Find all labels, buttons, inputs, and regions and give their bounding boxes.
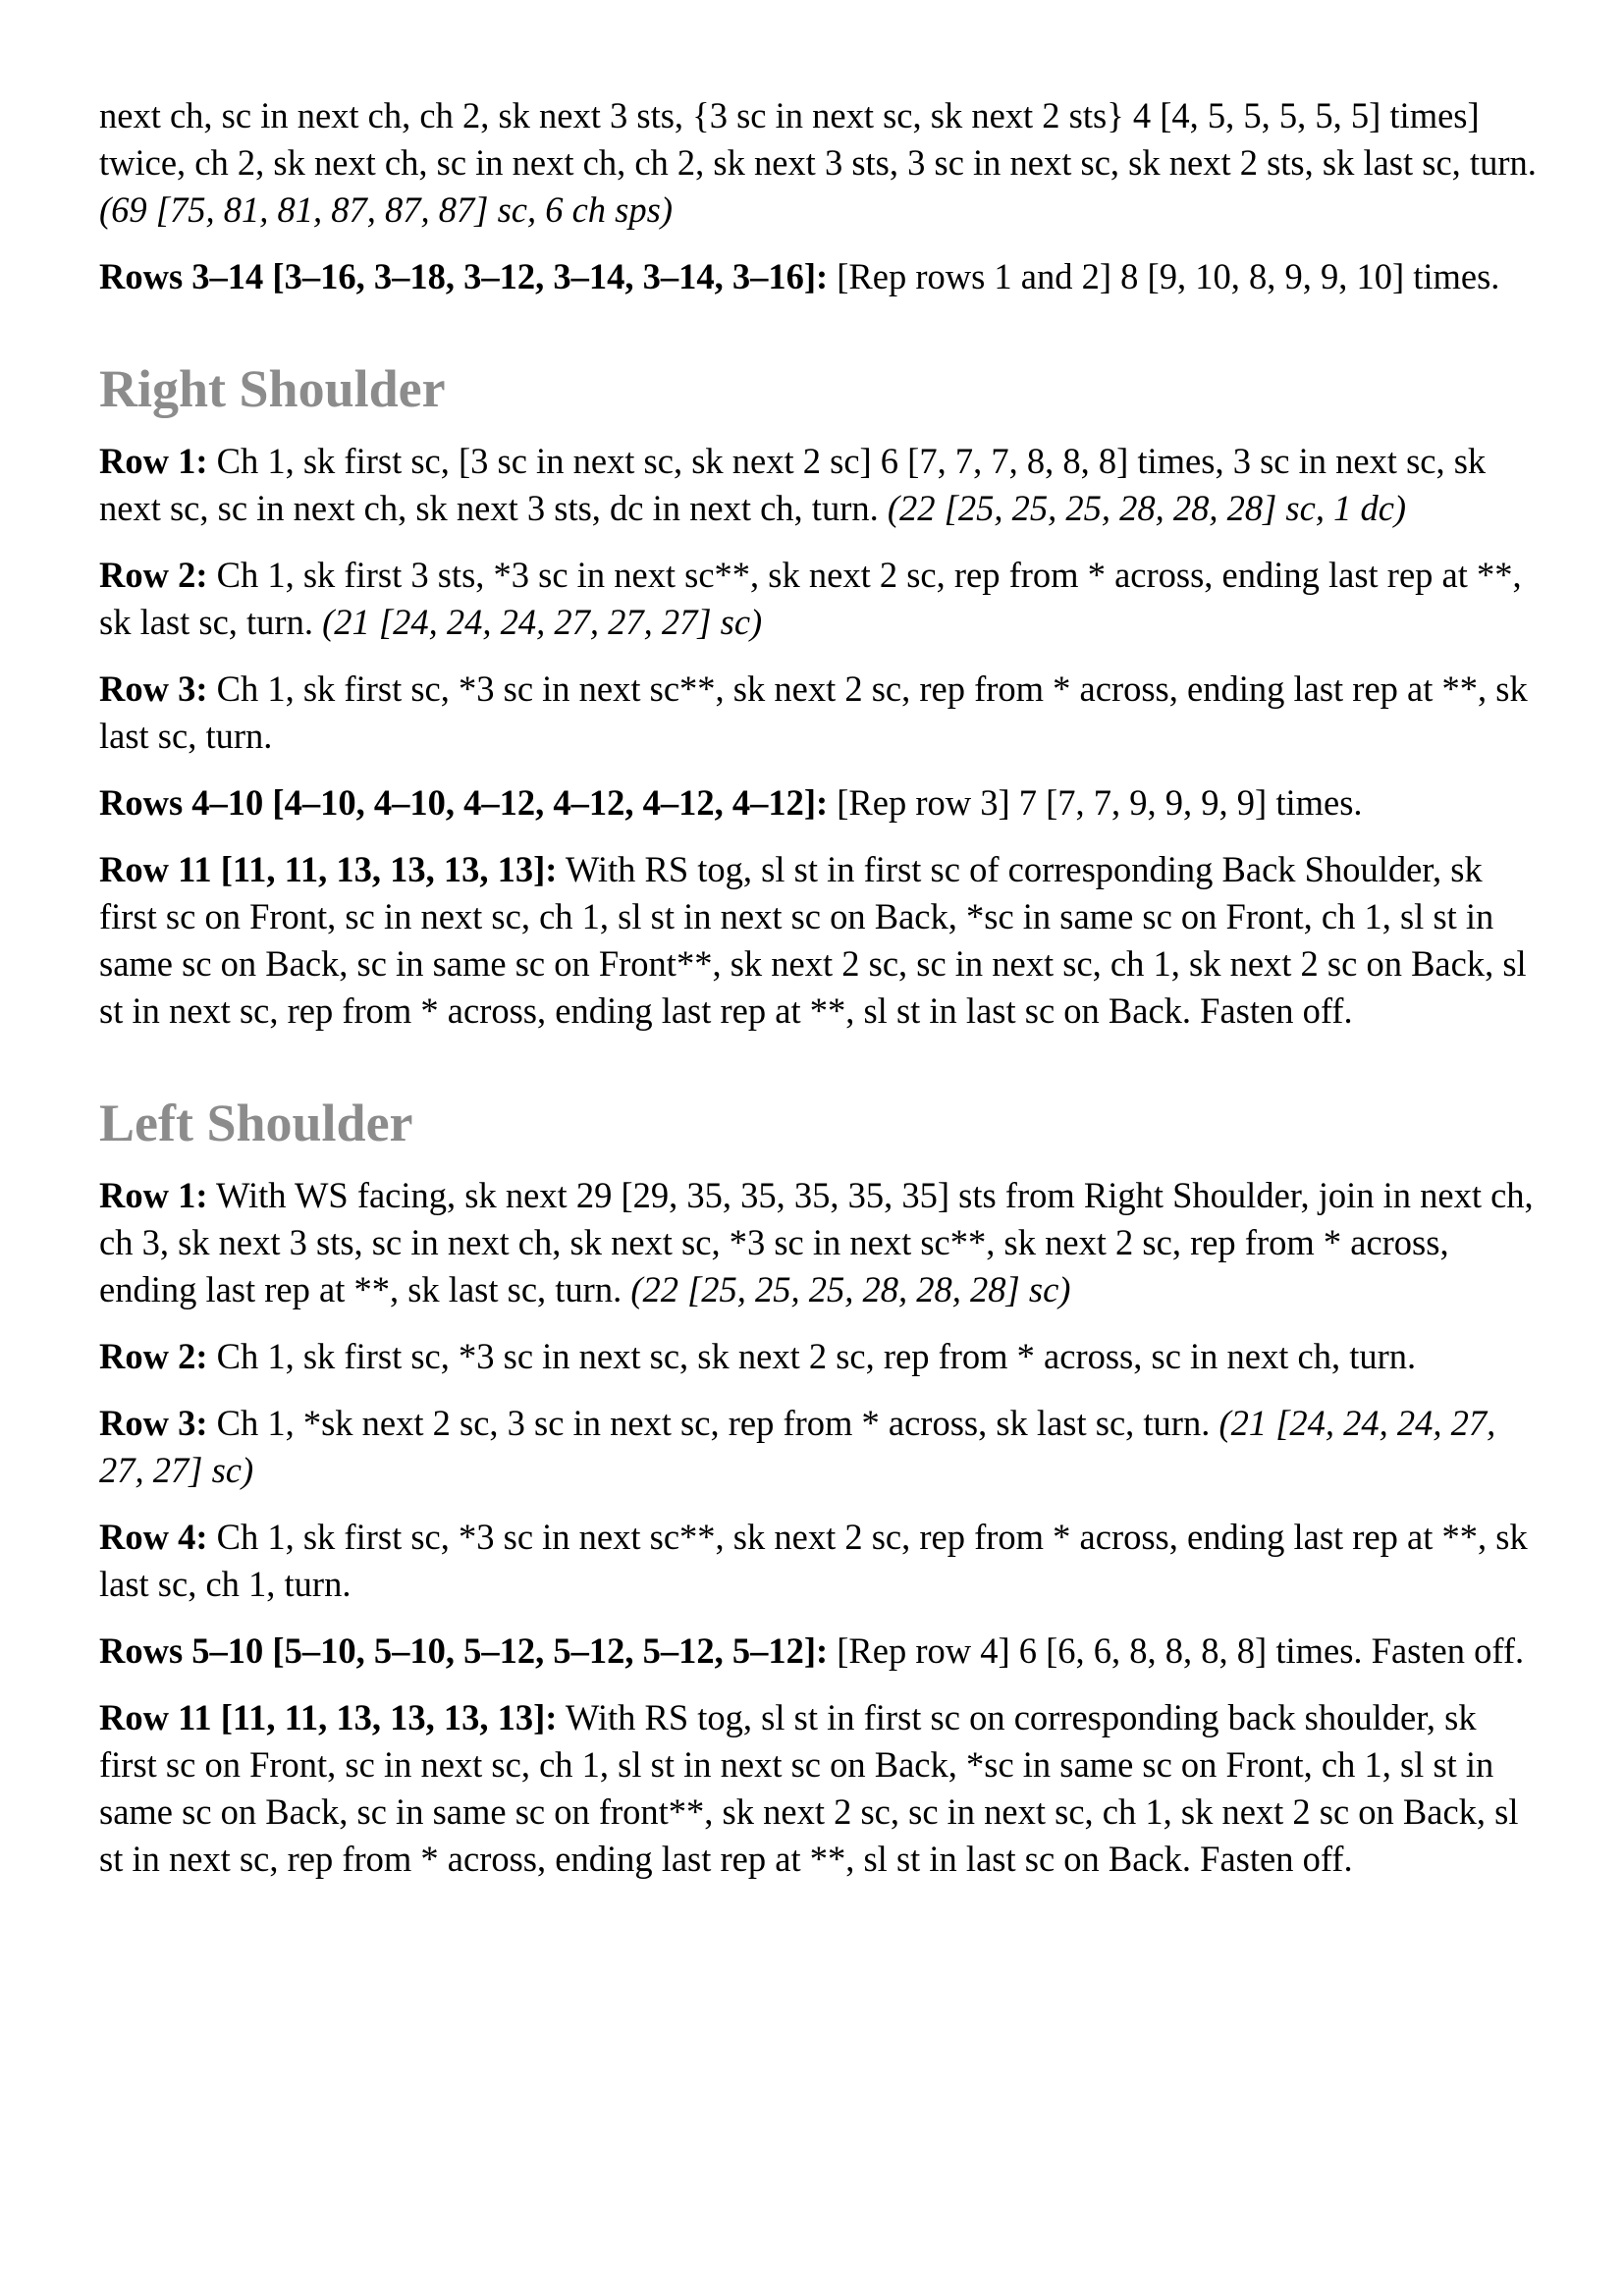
rows-3-14-paragraph <box>99 253 1543 300</box>
row-label: Row 4: <box>99 1517 208 1557</box>
instruction-text: Ch 1, *sk next 2 sc, 3 sc in next sc, rep from * across, sk last sc, turn. <box>207 1403 1219 1443</box>
instruction-text: Ch 1, sk first sc, *3 sc in next sc**, sk next 2 sc, rep from * across, ending last rep at **, sk last sc, ch 1, turn. <box>99 1517 1528 1604</box>
right-shoulder-row-1 <box>99 438 1543 532</box>
instruction-text: Ch 1, sk first sc, [3 sc in next sc, sk next 2 sc] 6 [7, 7, 7, 8, 8, 8] times, 3 sc in next sc, sk next sc, sc in next ch, sk next 3 sts, dc in next ch, turn. <box>99 441 1487 528</box>
stitch-count-note: (69 [75, 81, 81, 87, 87, 87] sc, 6 ch sps) <box>99 189 673 230</box>
row-label: Row 2: <box>99 555 208 595</box>
right-shoulder-heading: Right Shoulder <box>99 359 446 418</box>
row-label: Row 11 [11, 11, 13, 13, 13, 13]: <box>99 1697 558 1737</box>
right-shoulder-rows-4-10 <box>99 779 1543 827</box>
row-label: Row 3: <box>99 1403 208 1443</box>
instruction-text: Ch 1, sk first sc, *3 sc in next sc**, sk next 2 sc, rep from * across, ending last rep at **, sk last sc, turn. <box>99 668 1528 756</box>
stitch-count-note: (21 [24, 24, 24, 27, 27, 27] sc) <box>99 1403 1496 1490</box>
spacer <box>99 1054 1543 1092</box>
row-label: Row 1: <box>99 1175 208 1215</box>
row-label: Rows 5–10 [5–10, 5–10, 5–12, 5–12, 5–12, 5–12]: <box>99 1630 829 1671</box>
instruction-text: With WS facing, sk next 29 [29, 35, 35, 35, 35, 35] sts from Right Shoulder, join in next ch, ch 3, sk next 3 sts, sc in next ch, sk next sc, *3 sc in next sc**, sk next 2 sc, rep from * across, ending last rep at **, sk last sc, turn. <box>99 1175 1534 1309</box>
row-label: Row 3: <box>99 668 208 709</box>
instruction-text: With RS tog, sl st in first sc of corresponding Back Shoulder, sk first sc on Front, sc in next sc, ch 1, sl st in next sc on Back, *sc in same sc on Front, ch 1, sl st in same sc on Back, sc in same sc on Front**, sk next 2 sc, sc in next sc, ch 1, sk next 2 sc on Back, sl st in next sc, rep from * across, ending last rep at **, sl st in last sc on Back. Fasten off. <box>99 849 1527 1031</box>
intro-paragraph-continued <box>99 92 1543 234</box>
stitch-count-note: (22 [25, 25, 25, 28, 28, 28] sc, 1 dc) <box>887 488 1407 528</box>
row-label: Rows 3–14 [3–16, 3–18, 3–12, 3–14, 3–14, 3–16]: <box>99 256 829 296</box>
instruction-text: With RS tog, sl st in first sc on corresponding back shoulder, sk first sc on Front, sc in next sc, ch 1, sl st in next sc on Back, *sc in same sc on Front, ch 1, sl st in same sc on Back, sc in same sc on front**, sk next 2 sc, sc in next sc, ch 1, sk next 2 sc on Back, sl st in next sc, rep from * across, ending last rep at **, sl st in last sc on Back. Fasten off. <box>99 1697 1519 1879</box>
left-shoulder-row-1 <box>99 1172 1543 1313</box>
row-label: Row 2: <box>99 1336 208 1376</box>
right-shoulder-row-2 <box>99 552 1543 646</box>
left-shoulder-rows-5-10 <box>99 1628 1543 1675</box>
instruction-text: Ch 1, sk first sc, *3 sc in next sc, sk next 2 sc, rep from * across, sc in next ch, turn. <box>207 1336 1417 1376</box>
spacer <box>99 320 1543 357</box>
instruction-text: [Rep row 4] 6 [6, 6, 8, 8, 8, 8] times. Fasten off. <box>828 1630 1525 1671</box>
left-shoulder-heading: Left Shoulder <box>99 1094 413 1152</box>
row-label: Row 1: <box>99 441 208 481</box>
document-page <box>99 92 1543 1902</box>
stitch-count-note: (22 [25, 25, 25, 28, 28, 28] sc) <box>630 1269 1071 1309</box>
instruction-text: next ch, sc in next ch, ch 2, sk next 3 sts, {3 sc in next sc, sk next 2 sts} 4 [4, 5, 5, 5, 5, 5] times] twice, ch 2, sk next ch, sc in next ch, ch 2, sk next 3 sts, 3 sc in next sc, sk next 2 sts, sk last sc, turn. <box>99 95 1537 183</box>
left-shoulder-row-11 <box>99 1694 1543 1883</box>
left-shoulder-row-3 <box>99 1400 1543 1494</box>
left-shoulder-row-2 <box>99 1333 1543 1380</box>
right-shoulder-row-11 <box>99 846 1543 1035</box>
instruction-text: [Rep row 3] 7 [7, 7, 9, 9, 9, 9] times. <box>828 782 1363 823</box>
row-label: Row 11 [11, 11, 13, 13, 13, 13]: <box>99 849 558 889</box>
instruction-text: Ch 1, sk first 3 sts, *3 sc in next sc**, sk next 2 sc, rep from * across, ending last rep at **, sk last sc, turn. <box>99 555 1522 642</box>
left-shoulder-row-4 <box>99 1514 1543 1608</box>
row-label: Rows 4–10 [4–10, 4–10, 4–12, 4–12, 4–12, 4–12]: <box>99 782 829 823</box>
right-shoulder-row-3 <box>99 666 1543 760</box>
stitch-count-note: (21 [24, 24, 24, 27, 27, 27] sc) <box>322 602 763 642</box>
instruction-text: [Rep rows 1 and 2] 8 [9, 10, 8, 9, 9, 10] times. <box>828 256 1500 296</box>
